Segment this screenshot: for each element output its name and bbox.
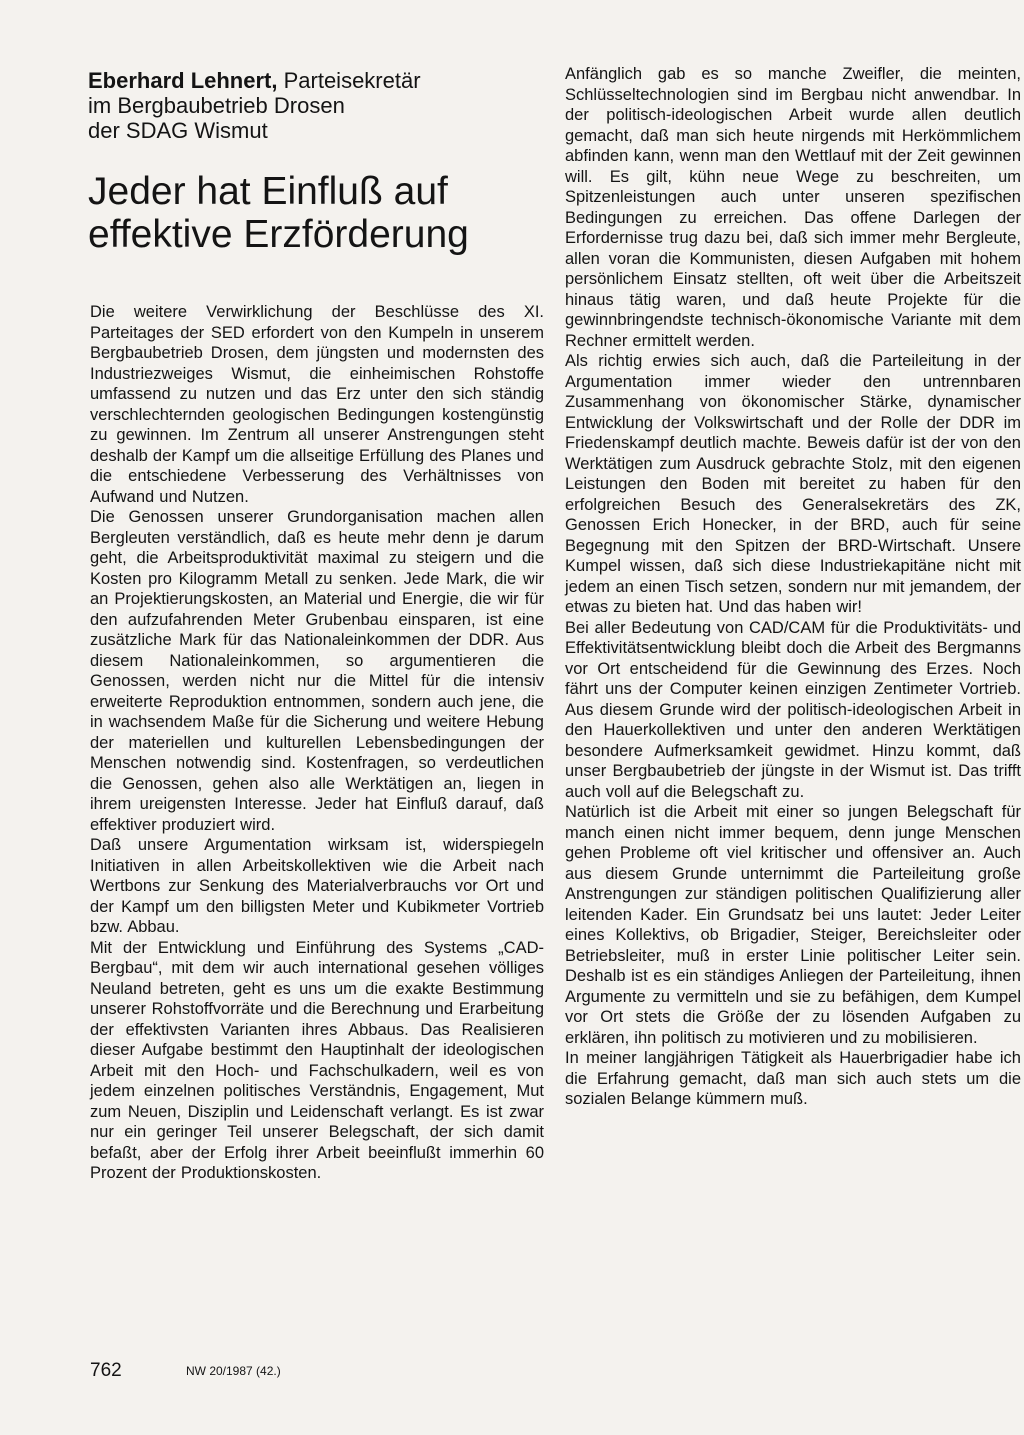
paragraph: Bei aller Bedeutung von CAD/CAM für die Produktivitäts- und Effektivitätsentwicklung bleibt doch die Arbeit des Bergmanns vor Ort entscheidend für die Gewinnung des Erzes. Noch fährt uns der Computer keinen einzigen Zentimeter Vortrieb. Aus diesem Grunde wird der politisch-ideologischen Arbeit in den Hauerkollektiven und unter den anderen Werktätigen besondere Aufmerksamkeit gewidmet. Hinzu kommt, daß unser Bergbaubetrieb der jüngste in der Wismut ist. Das trifft auch voll auf die Belegschaft zu. xyxy=(565,618,1021,801)
author-organization: der SDAG Wismut xyxy=(88,118,268,143)
paragraph: Als richtig erwies sich auch, daß die Parteileitung in der Argumentation immer wieder den untrennbaren Zusammenhang von ökonomischer Stärke, dynamischer Entwicklung der Volkswirtschaft und der Rolle der DDR im Friedenskampf deutlich machte. Beweis dafür ist der von den Werktätigen zum Ausdruck gebrachte Stolz, mit den eigenen Leistungen den Boden mit bereitet zu haben für den erfolgreichen Besuch des Generalsekretärs des ZK, Genossen Erich Honecker, in der BRD, auch für seine Begegnung mit den Spitzen der BRD-Wirtschaft. Unsere Kumpel wissen, daß sich diese Industriekapitäne nicht mit jedem an einen Tisch setzen, sondern nur mit jemandem, der etwas zu bieten hat. Und das haben wir! xyxy=(565,352,1021,616)
headline-line-1: Jeder hat Einfluß auf xyxy=(88,170,448,213)
paragraph: Die weitere Verwirklichung der Beschlüsse des XI. Parteitages der SED erfordert von den Kumpeln in unserem Bergbaubetrieb Drosen, dem jüngsten und modernsten des Industriezweiges Wismut, die einheimischen Rohstoffe umfassend zu nutzen und das Erz unter den sich ständig verschlechternden geologischen Bedingungen kostengünstig zu gewinnen. Im Zentrum all unserer Anstrengungen steht deshalb der Kampf um die allseitige Erfüllung des Planes und die entschiedene Verbesserung des Verhältnisses von Aufwand und Nutzen. xyxy=(90,303,544,506)
paragraph: In meiner langjährigen Tätigkeit als Hauerbrigadier habe ich die Erfahrung gemacht, daß man sich auch stets um die sozialen Belange kümmern muß. xyxy=(565,1049,1021,1108)
paragraph: Natürlich ist die Arbeit mit einer so jungen Belegschaft für manch einen nicht immer bequem, denn junge Menschen gehen Probleme oft viel kritischer und offensiver an. Auch aus diesem Grunde unternimmt die Parteileitung große Anstrengungen zur ständigen politischen Qualifizierung aller leitenden Kader. Ein Grundsatz bei uns lautet: Jeder Leiter eines Kollektivs, ob Brigadier, Steiger, Bereichsleiter oder Betriebsleiter, muß in erster Linie politischer Leiter sein. Deshalb ist es ein ständiges Anliegen der Parteileitung, ihnen Argumente zu vermitteln und sie zu befähigen, dem Kumpel vor Ort stets die Größe der zu lösenden Aufgaben zu erklären, ihn politisch zu motivieren und zu mobilisieren. xyxy=(565,803,1021,1047)
author-workplace: im Bergbaubetrieb Drosen xyxy=(88,93,345,118)
issue-reference: NW 20/1987 (42.) xyxy=(186,1364,281,1378)
headline-line-2: effektive Erzförderung xyxy=(88,213,469,256)
right-column xyxy=(565,64,1021,1110)
paragraph: Anfänglich gab es so manche Zweifler, die meinten, Schlüsseltechnologien sind im Bergbau nicht anwendbar. In der politisch-ideologischen Arbeit wurde allen deutlich gemacht, daß man sich heute nirgends mit Herkömmlichem abfinden kann, wenn man den Wettlauf mit der Zeit gewinnen will. Es gilt, kühn neue Wege zu beschreiten, um Spitzenleistungen auch unter unseren spezifischen Bedingungen zu erreichen. Das offene Darlegen der Erfordernisse trug dazu bei, daß sich immer mehr Bergleute, allen voran die Kommunisten, diesen Aufgaben mit hohem persönlichem Einsatz stellten, oft weit über die Arbeitszeit hinaus tätig waren, und daß heute Projekte für die gewinnbringendste technisch-ökonomische Variante mit dem Rechner ermittelt werden. xyxy=(565,65,1021,350)
author-name: Eberhard Lehnert, xyxy=(88,68,278,93)
article-headline xyxy=(88,170,528,256)
paragraph: Mit der Entwicklung und Einführung des Systems „CAD-Bergbau“, mit dem wir auch international gesehen völliges Neuland betreten, geht es uns um die exakte Bestimmung unserer Rohstoffvorräte und die Berechnung und Erarbeitung der effektivsten Varianten ihres Abbaus. Das Realisieren dieser Aufgabe bestimmt den Hauptinhalt der ideologischen Arbeit mit den Hoch- und Fachschulkadern, weil es von jedem einzelnen politisches Verständnis, Engagement, Mut zum Neuen, Disziplin und Leidenschaft verlangt. Es ist zwar nur ein geringer Teil unserer Belegschaft, der sich damit befaßt, aber der Erfolg ihrer Arbeit beeinflußt immerhin 60 Prozent der Produktionskosten. xyxy=(90,938,544,1182)
paragraph: Die Genossen unserer Grundorganisation machen allen Bergleuten verständlich, daß es heute mehr denn je darum geht, die Arbeitsproduktivität maximal zu steigern und die Kosten pro Kilogramm Metall zu senken. Jede Mark, die wir an Projektierungskosten, an Material und Energie, die wir für den aufzufahrenden Meter Grubenbau einsparen, ist eine zusätzliche Mark für das Nationaleinkommen der DDR. Aus diesem Nationaleinkommen, so argumentieren die Genossen, werden nicht nur die Mittel für die intensiv erweiterte Reproduktion entnommen, sondern auch jene, die in wachsendem Maße für die Sicherung und weitere Hebung der materiellen und kulturellen Lebensbedingungen der Menschen notwendig sind. Kostenfragen, so verdeutlichen die Genossen, gehen also alle Werktätigen an, liegen in ihrem ureigensten Interesse. Jeder hat Einfluß darauf, daß effektiver produziert wird. xyxy=(90,508,544,834)
author-role: Parteisekretär xyxy=(277,68,421,93)
author-byline xyxy=(88,68,508,143)
paragraph: Daß unsere Argumentation wirksam ist, widerspiegeln Initiativen in allen Arbeitskollektiven wie die Arbeit nach Wertbons zur Senkung des Materialverbrauchs vor Ort und der Kampf um den billigsten Meter und Kubikmeter Vortrieb bzw. Abbau. xyxy=(90,836,544,936)
left-column xyxy=(90,302,544,1184)
page-number: 762 xyxy=(90,1360,122,1381)
